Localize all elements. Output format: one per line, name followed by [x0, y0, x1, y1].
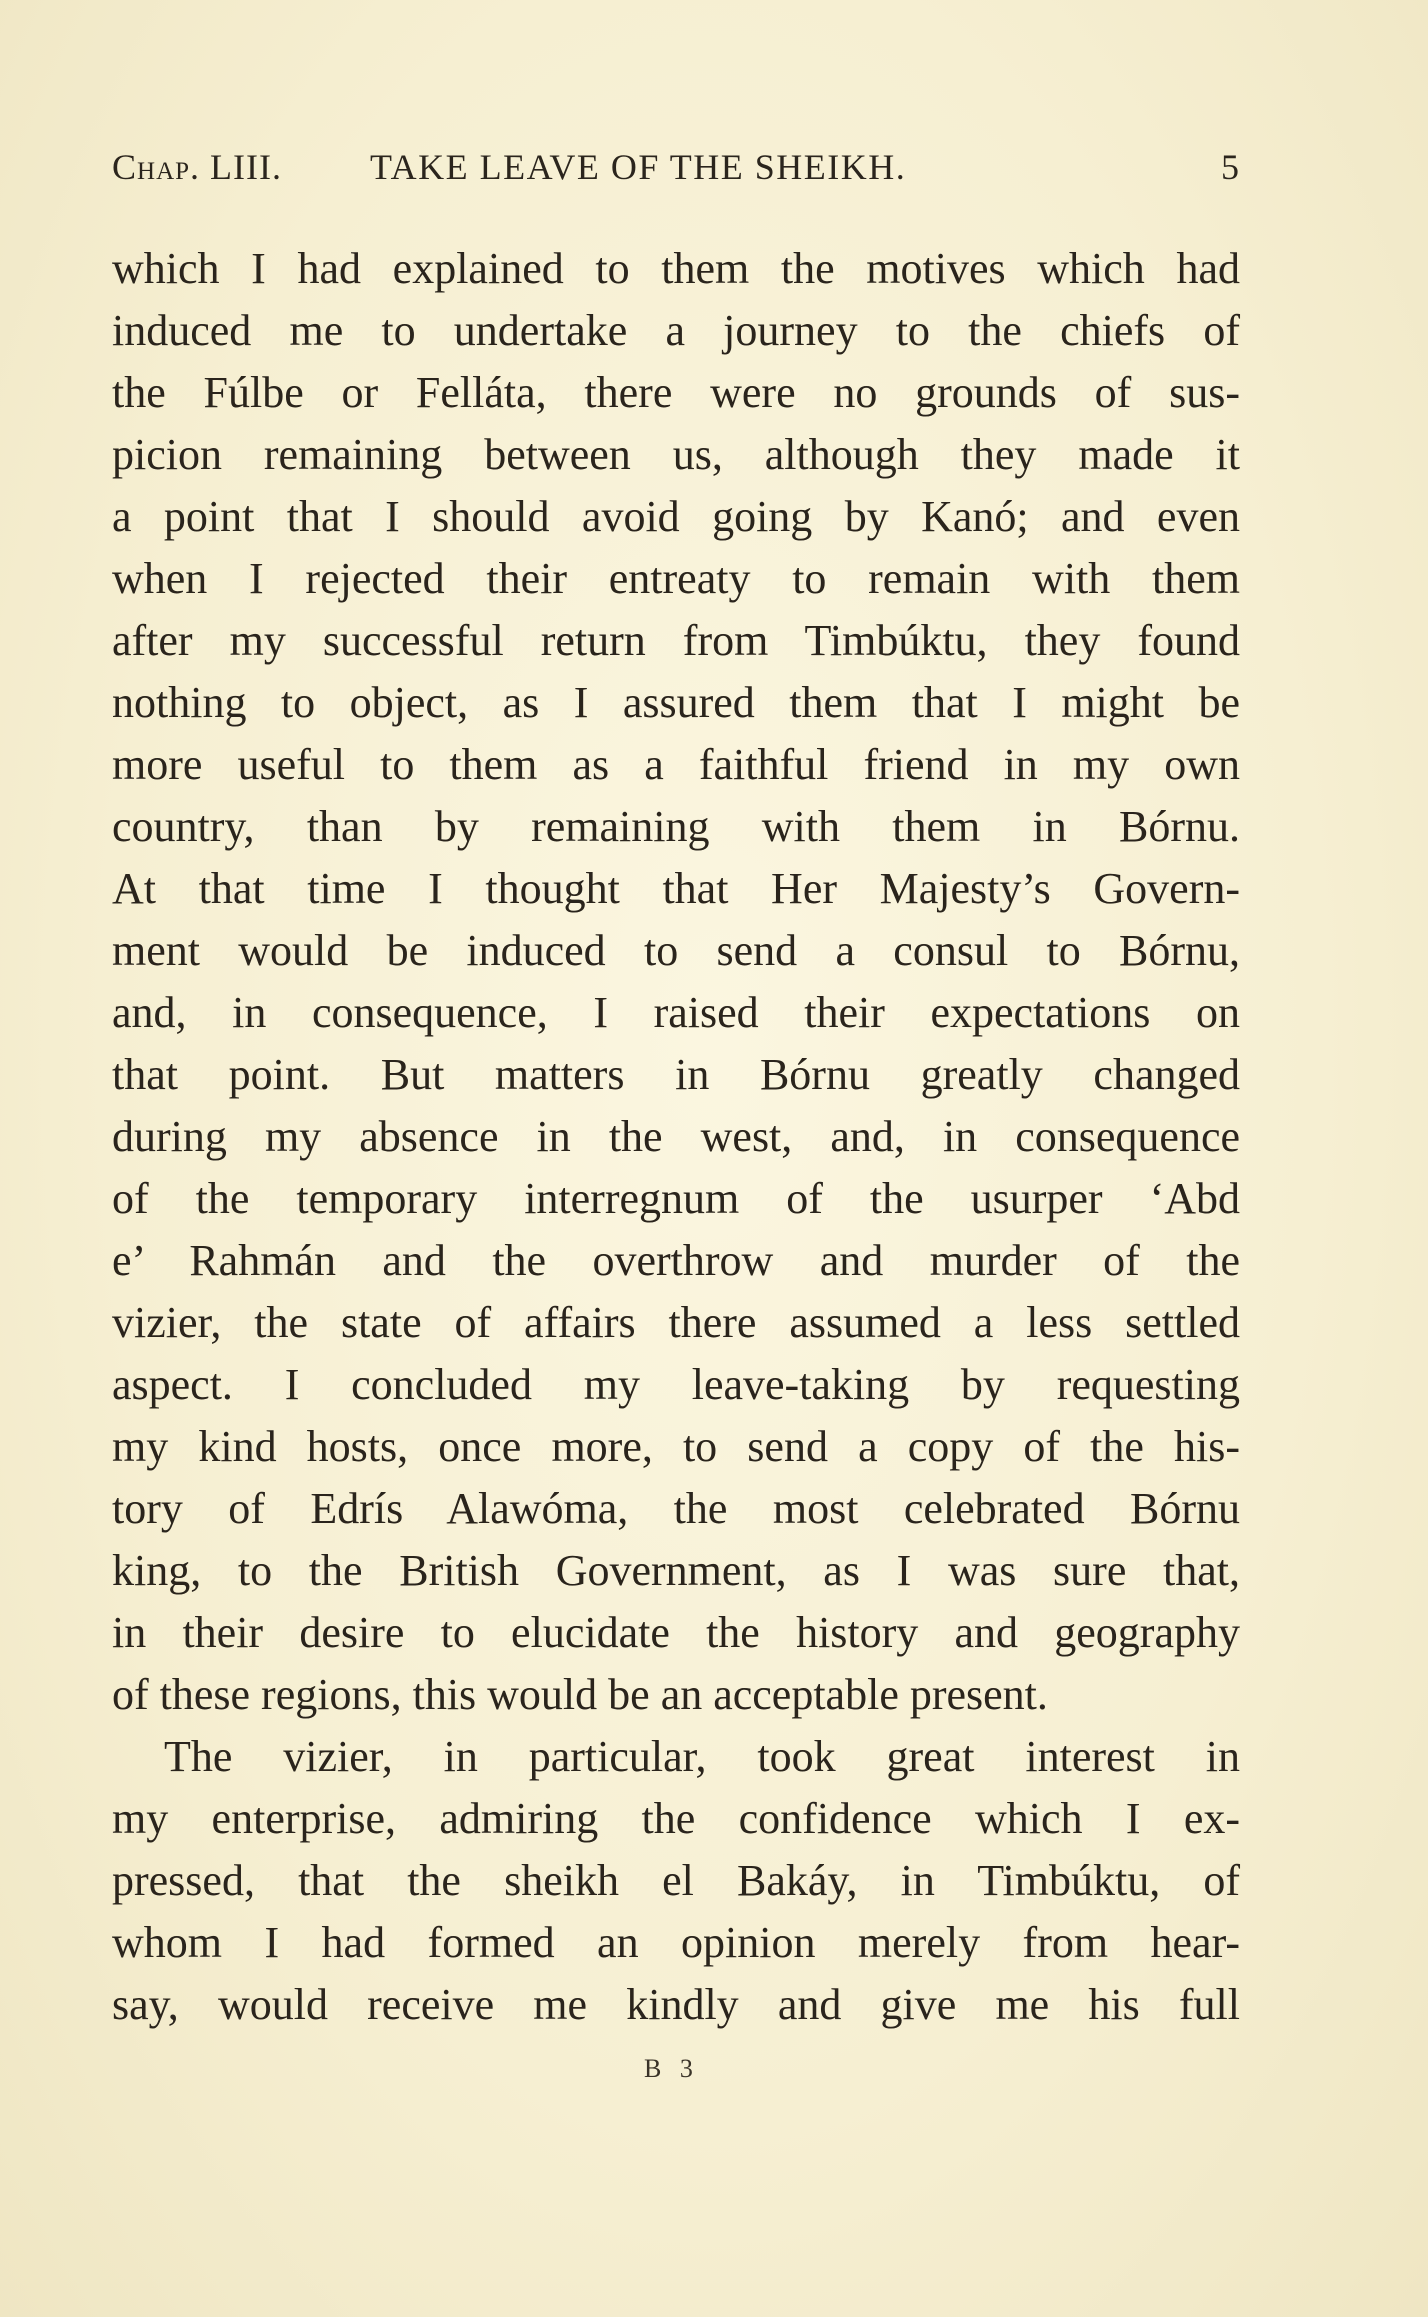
text-line: more useful to them as a faithful friend in my own — [112, 740, 1240, 789]
paragraph-first-line: The vizier, in particular, took great interest in — [164, 1732, 1240, 1781]
running-head — [112, 146, 1240, 194]
running-title: TAKE LEAVE OF THE SHEIKH. — [370, 147, 907, 187]
body-text — [112, 238, 1240, 2036]
chapter-label: Chap. LIII. — [112, 147, 282, 187]
text-line: e’ Rahmán and the overthrow and murder of the — [112, 1236, 1240, 1285]
text-line: in their desire to elucidate the history and geography — [112, 1608, 1240, 1657]
page-number: 5 — [1221, 147, 1240, 187]
text-line: the Fúlbe or Felláta, there were no grounds of sus- — [112, 368, 1240, 417]
text-line: my enterprise, admiring the confidence which I ex- — [112, 1794, 1240, 1843]
text-line: a point that I should avoid going by Kanó; and even — [112, 492, 1240, 541]
text-line: king, to the British Government, as I was sure that, — [112, 1546, 1240, 1595]
text-line: picion remaining between us, although they made it — [112, 430, 1240, 479]
text-line: ment would be induced to send a consul to Bórnu, — [112, 926, 1240, 975]
text-line: vizier, the state of affairs there assumed a less settled — [112, 1298, 1240, 1347]
text-line: which I had explained to them the motives which had — [112, 244, 1240, 293]
signature-mark: B 3 — [644, 2054, 699, 2083]
text-line: aspect. I concluded my leave-taking by requesting — [112, 1360, 1240, 1409]
text-line: of these regions, this would be an acceptable present. — [112, 1670, 1048, 1719]
text-line: country, than by remaining with them in Bórnu. — [112, 802, 1240, 851]
text-line: my kind hosts, once more, to send a copy of the his- — [112, 1422, 1240, 1471]
text-line: say, would receive me kindly and give me his full — [112, 1980, 1240, 2029]
text-line: of the temporary interregnum of the usurper ‘Abd — [112, 1174, 1240, 1223]
text-line: after my successful return from Timbúktu, they found — [112, 616, 1240, 665]
text-line: when I rejected their entreaty to remain with them — [112, 554, 1240, 603]
text-line: and, in consequence, I raised their expectations on — [112, 988, 1240, 1037]
text-line: tory of Edrís Alawóma, the most celebrated Bórnu — [112, 1484, 1240, 1533]
text-line: induced me to undertake a journey to the chiefs of — [112, 306, 1240, 355]
text-line: nothing to object, as I assured them that I might be — [112, 678, 1240, 727]
text-line: that point. But matters in Bórnu greatly changed — [112, 1050, 1240, 1099]
text-line: whom I had formed an opinion merely from hear- — [112, 1918, 1240, 1967]
text-line: pressed, that the sheikh el Bakáy, in Timbúktu, of — [112, 1856, 1240, 1905]
text-line: At that time I thought that Her Majesty’s Govern- — [112, 864, 1240, 913]
text-line: during my absence in the west, and, in consequence — [112, 1112, 1240, 1161]
